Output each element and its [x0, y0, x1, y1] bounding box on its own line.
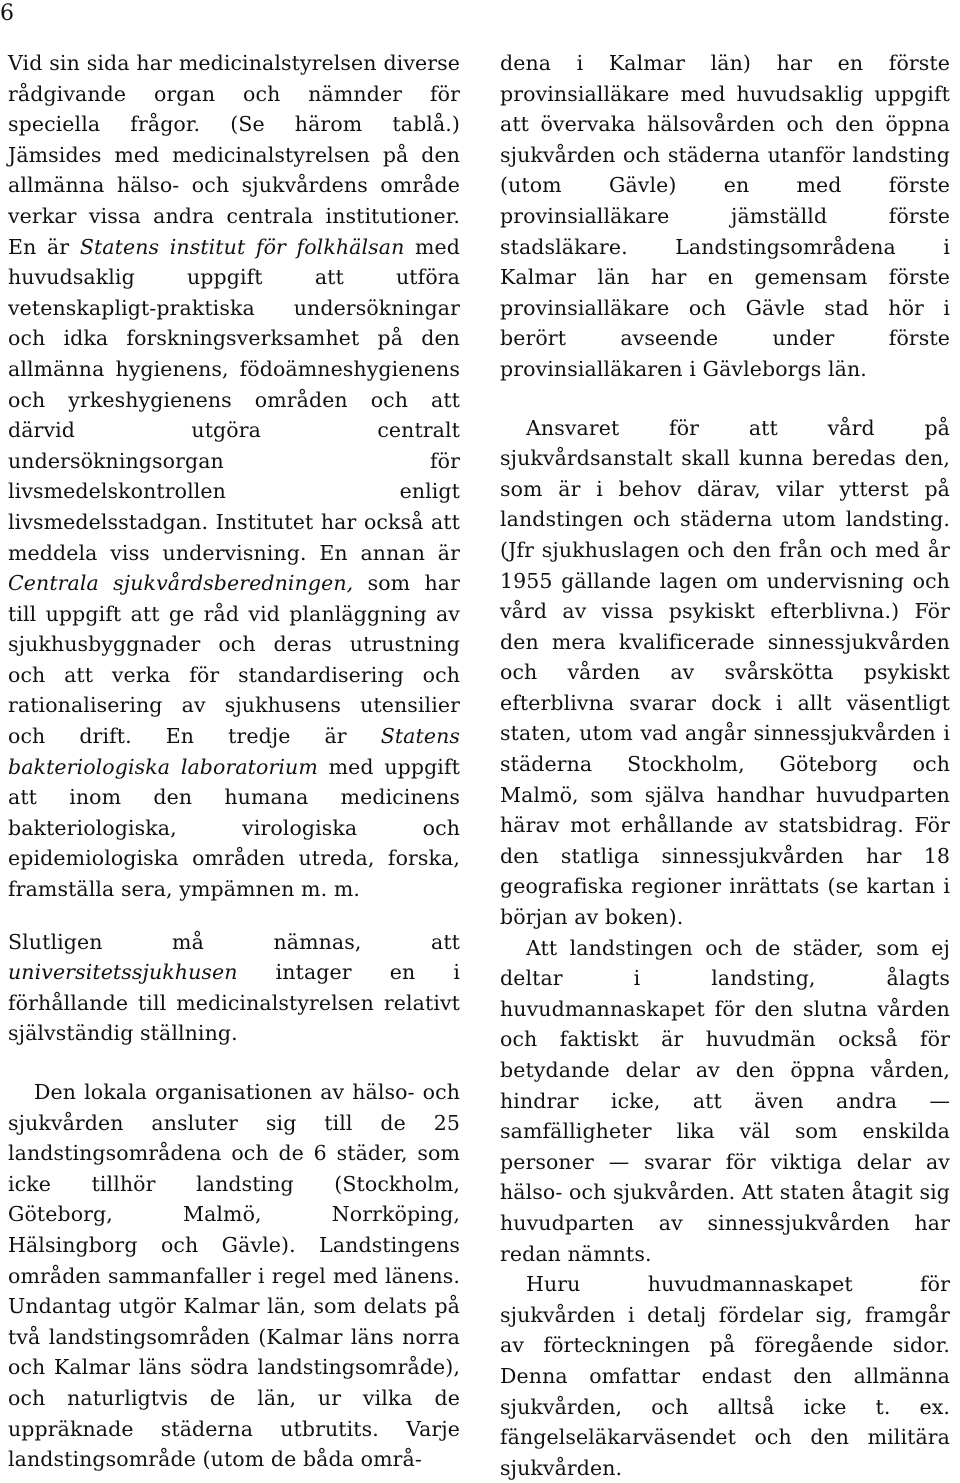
paragraph-central-institutions: Vid sin sida har medicinalstyrelsen diverse rådgivande organ och nämnder för speciella frågor. (Se härom tablå.) Jämsides med medicinalstyrelsen på den allmänna hälso- och sjukvårdens område verkar vissa andra centrala institutioner. En är Statens institut för folkhälsan med huvudsaklig uppgift att utföra vetenskapligt-praktiska undersökningar och idka forskningsverksamhet på den allmänna hygienens, födoämneshygienens och yrkeshygienens områden och att därvid utgöra centralt undersökningsorgan för livsmedelskontrollen enligt livsmedelsstadgan. Institutet har också att meddela viss undervisning. En annan är Centrala sjukvårdsberedningen, som har till uppgift att ge råd vid planläggning av sjukhusbyggnader och deras utrustning och att verka för standardisering och rationalisering av sjukhusens utensilier och drift. En tredje är Statens bakteriologiska laboratorium med uppgift att inom den humana medicinens bakteriologiska, virologiska och epidemiologiska områden utreda, forska, framställa sera, ympämnen m. m. — [8, 51, 460, 902]
institution-name: Centrala sjukvårdsberedningen, — [8, 571, 354, 596]
institution-name: Statens bakteriologiska laboratorium — [8, 724, 460, 779]
paragraph-principals: Att landstingen och de städer, som ej deltar i landsting, ålagts huvudmannaskapet för den slutna vården och faktiskt är huvudmän också för betydande delar av den öppna vården, hindrar icke, att även andra — samfälligheter lika väl som enskilda personer — svarar för viktiga delar av hälso- och sjukvården. Att staten åtagit sig huvudparten av sinnessjukvården har redan nämnts. — [500, 935, 950, 1266]
paragraph-provincial-physicians: dena i Kalmar län) har en förste provinsialläkare med huvudsaklig uppgift att övervaka hälsovården och den öppna sjukvården och städerna utanför landsting (utom Gävle) en med förste provinsialläkare jämställd förste stadsläkare. Landstingsområdena i Kalmar län har en gemensam förste provinsialläkare och Gävle stad hör i berört avseende under förste provinsialläkaren i Gävleborgs län. — [500, 51, 950, 381]
left-column — [8, 48, 460, 1475]
institution-name: Statens institut för folkhälsan — [79, 234, 405, 259]
paragraph-local-organisation: Den lokala organisationen av hälso- och sjukvården ansluter sig till de 25 landstingsområdena och de 6 städer, som icke tillhör landsting (Stockholm, Göteborg, Malmö, Norrköping, Hälsingborg och Gävle). Landstingens områden sammanfaller i regel med länens. Undantag utgör Kalmar län, som delats på två landstingsområden (Kalmar läns norra och Kalmar läns södra landstingsområde), och naturligtvis de län, ur vilka de uppräknade städerna utbrutits. Varje landstingsområde (utom de båda områ- — [8, 1080, 460, 1472]
paragraph-university-hospitals: Slutligen må nämnas, att universitetssjukhusen intager en i förhållande till medicinalstyrelsen relativt självständig ställning. — [8, 929, 460, 1046]
institution-name: universitetssjukhusen — [8, 960, 238, 985]
paragraph-responsibility: Ansvaret för att vård på sjukvårdsanstalt skall kunna beredas den, som är i behov därav, vilar ytterst på landstingen och städerna utom landsting. (Jfr sjukhuslagen och den från och med år 1955 gällande lagen om undervisning och vård av vissa psykiskt efterblivna.) För den mera kvalificerade sinnessjukvården och vården av svårskötta psykiskt efterblivna svarar dock i allt väsentligt staten, utom vad angår sinnessjukvården i städerna Stockholm, Göteborg och Malmö, som själva handhar huvudparten härav mot erhållande av statsbidrag. För den statliga sinnessjukvården har 18 geografiska regioner inrättats (se kartan i början av boken). — [500, 415, 950, 930]
right-column — [500, 48, 950, 1483]
page-number: 6 — [0, 1, 14, 26]
paragraph-distribution: Huru huvudmannaskapet för sjukvården i detalj fördelar sig, framgår av förteckningen på föregående sidor. Denna omfattar endast den allmänna sjukvården, och alltså icke t. ex. fängelseläkarväsendet och den militära sjukvården. — [500, 1272, 950, 1480]
